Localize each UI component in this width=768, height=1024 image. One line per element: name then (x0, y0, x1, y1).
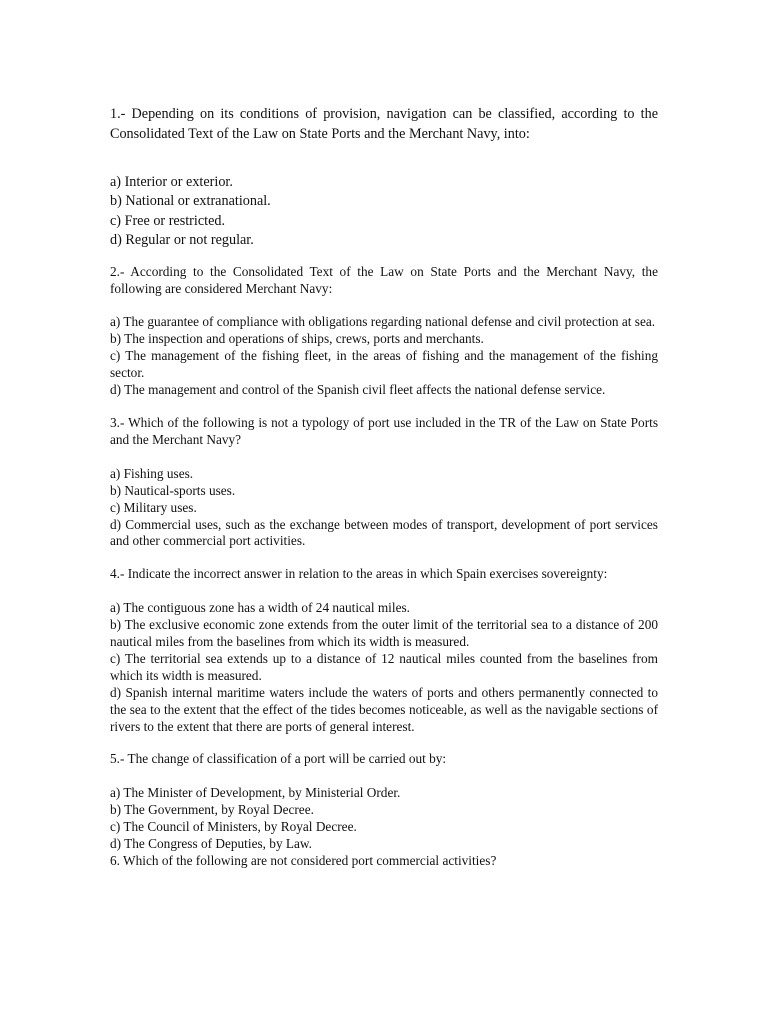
question-4-option-c: c) The territorial sea extends up to a distance of 12 nautical miles counted from the baselines from which its width is measured. (110, 650, 658, 683)
question-2-option-d: d) The management and control of the Spanish civil fleet affects the national defense service. (110, 382, 606, 398)
question-1-option-a: a) Interior or exterior. (110, 174, 233, 190)
question-2-options (110, 314, 658, 399)
question-5-option-b: b) The Government, by Royal Decree. (110, 802, 314, 818)
question-4-option-b: b) The exclusive economic zone extends from the outer limit of the territorial sea to a distance of 200 nautical miles from the baselines from which its width is measured. (110, 617, 658, 650)
question-1-option-d: d) Regular or not regular. (110, 232, 254, 249)
question-2-option-b: b) The inspection and operations of ships, crews, ports and merchants. (110, 331, 484, 347)
question-2-text: 2.- According to the Consolidated Text of the Law on State Ports and the Merchant Navy, the following are considered Merchant Navy: (110, 263, 658, 296)
question-3-option-c: c) Military uses. (110, 499, 197, 515)
question-5-option-d: d) The Congress of Deputies, by Law. (110, 836, 312, 852)
question-6-text: 6. Which of the following are not considered port commercial activities? (110, 853, 497, 868)
question-2-option-c: c) The management of the fishing fleet, in the areas of fishing and the management of the fishing sector. (110, 348, 658, 381)
question-1-options (110, 173, 658, 251)
question-5-options (110, 785, 658, 853)
question-3 (110, 415, 658, 550)
question-2-option-a: a) The guarantee of compliance with obligations regarding national defense and civil protection at sea. (110, 314, 656, 330)
question-3-option-b: b) Nautical-sports uses. (110, 482, 236, 498)
question-5 (110, 751, 658, 853)
question-1 (110, 104, 658, 251)
question-5-option-a: a) The Minister of Development, by Ministerial Order. (110, 785, 401, 801)
question-3-options (110, 466, 658, 551)
question-4-option-a: a) The contiguous zone has a width of 24 nautical miles. (110, 600, 410, 616)
question-1-option-b: b) National or extranational. (110, 193, 271, 210)
question-3-option-d: d) Commercial uses, such as the exchange between modes of transport, development of port services and other commercial port activities. (110, 516, 658, 549)
question-4-text: 4.- Indicate the incorrect answer in relation to the areas in which Spain exercises sovereignty: (110, 566, 608, 582)
question-5-option-c: c) The Council of Ministers, by Royal Decree. (110, 819, 357, 835)
question-3-text: 3.- Which of the following is not a typology of port use included in the TR of the Law on State Ports and the Merchant Navy? (110, 414, 658, 447)
question-1-option-c: c) Free or restricted. (110, 212, 226, 229)
document-page (110, 104, 658, 870)
question-4-option-d: d) Spanish internal maritime waters include the waters of ports and others permanently connected to the sea to the extent that the effect of the tides becomes noticeable, as well as the navigable sections of rivers to the extent that there are ports of general interest. (110, 684, 658, 734)
question-4 (110, 566, 658, 735)
question-3-option-a: a) Fishing uses. (110, 465, 194, 481)
question-2 (110, 264, 658, 399)
question-6 (110, 853, 658, 870)
question-5-text: 5.- The change of classification of a port will be carried out by: (110, 751, 447, 767)
question-1-text: 1.- Depending on its conditions of provision, navigation can be classified, according to the Consolidated Text of the Law on State Ports and the Merchant Navy, into: (110, 106, 658, 142)
question-4-options (110, 600, 658, 735)
